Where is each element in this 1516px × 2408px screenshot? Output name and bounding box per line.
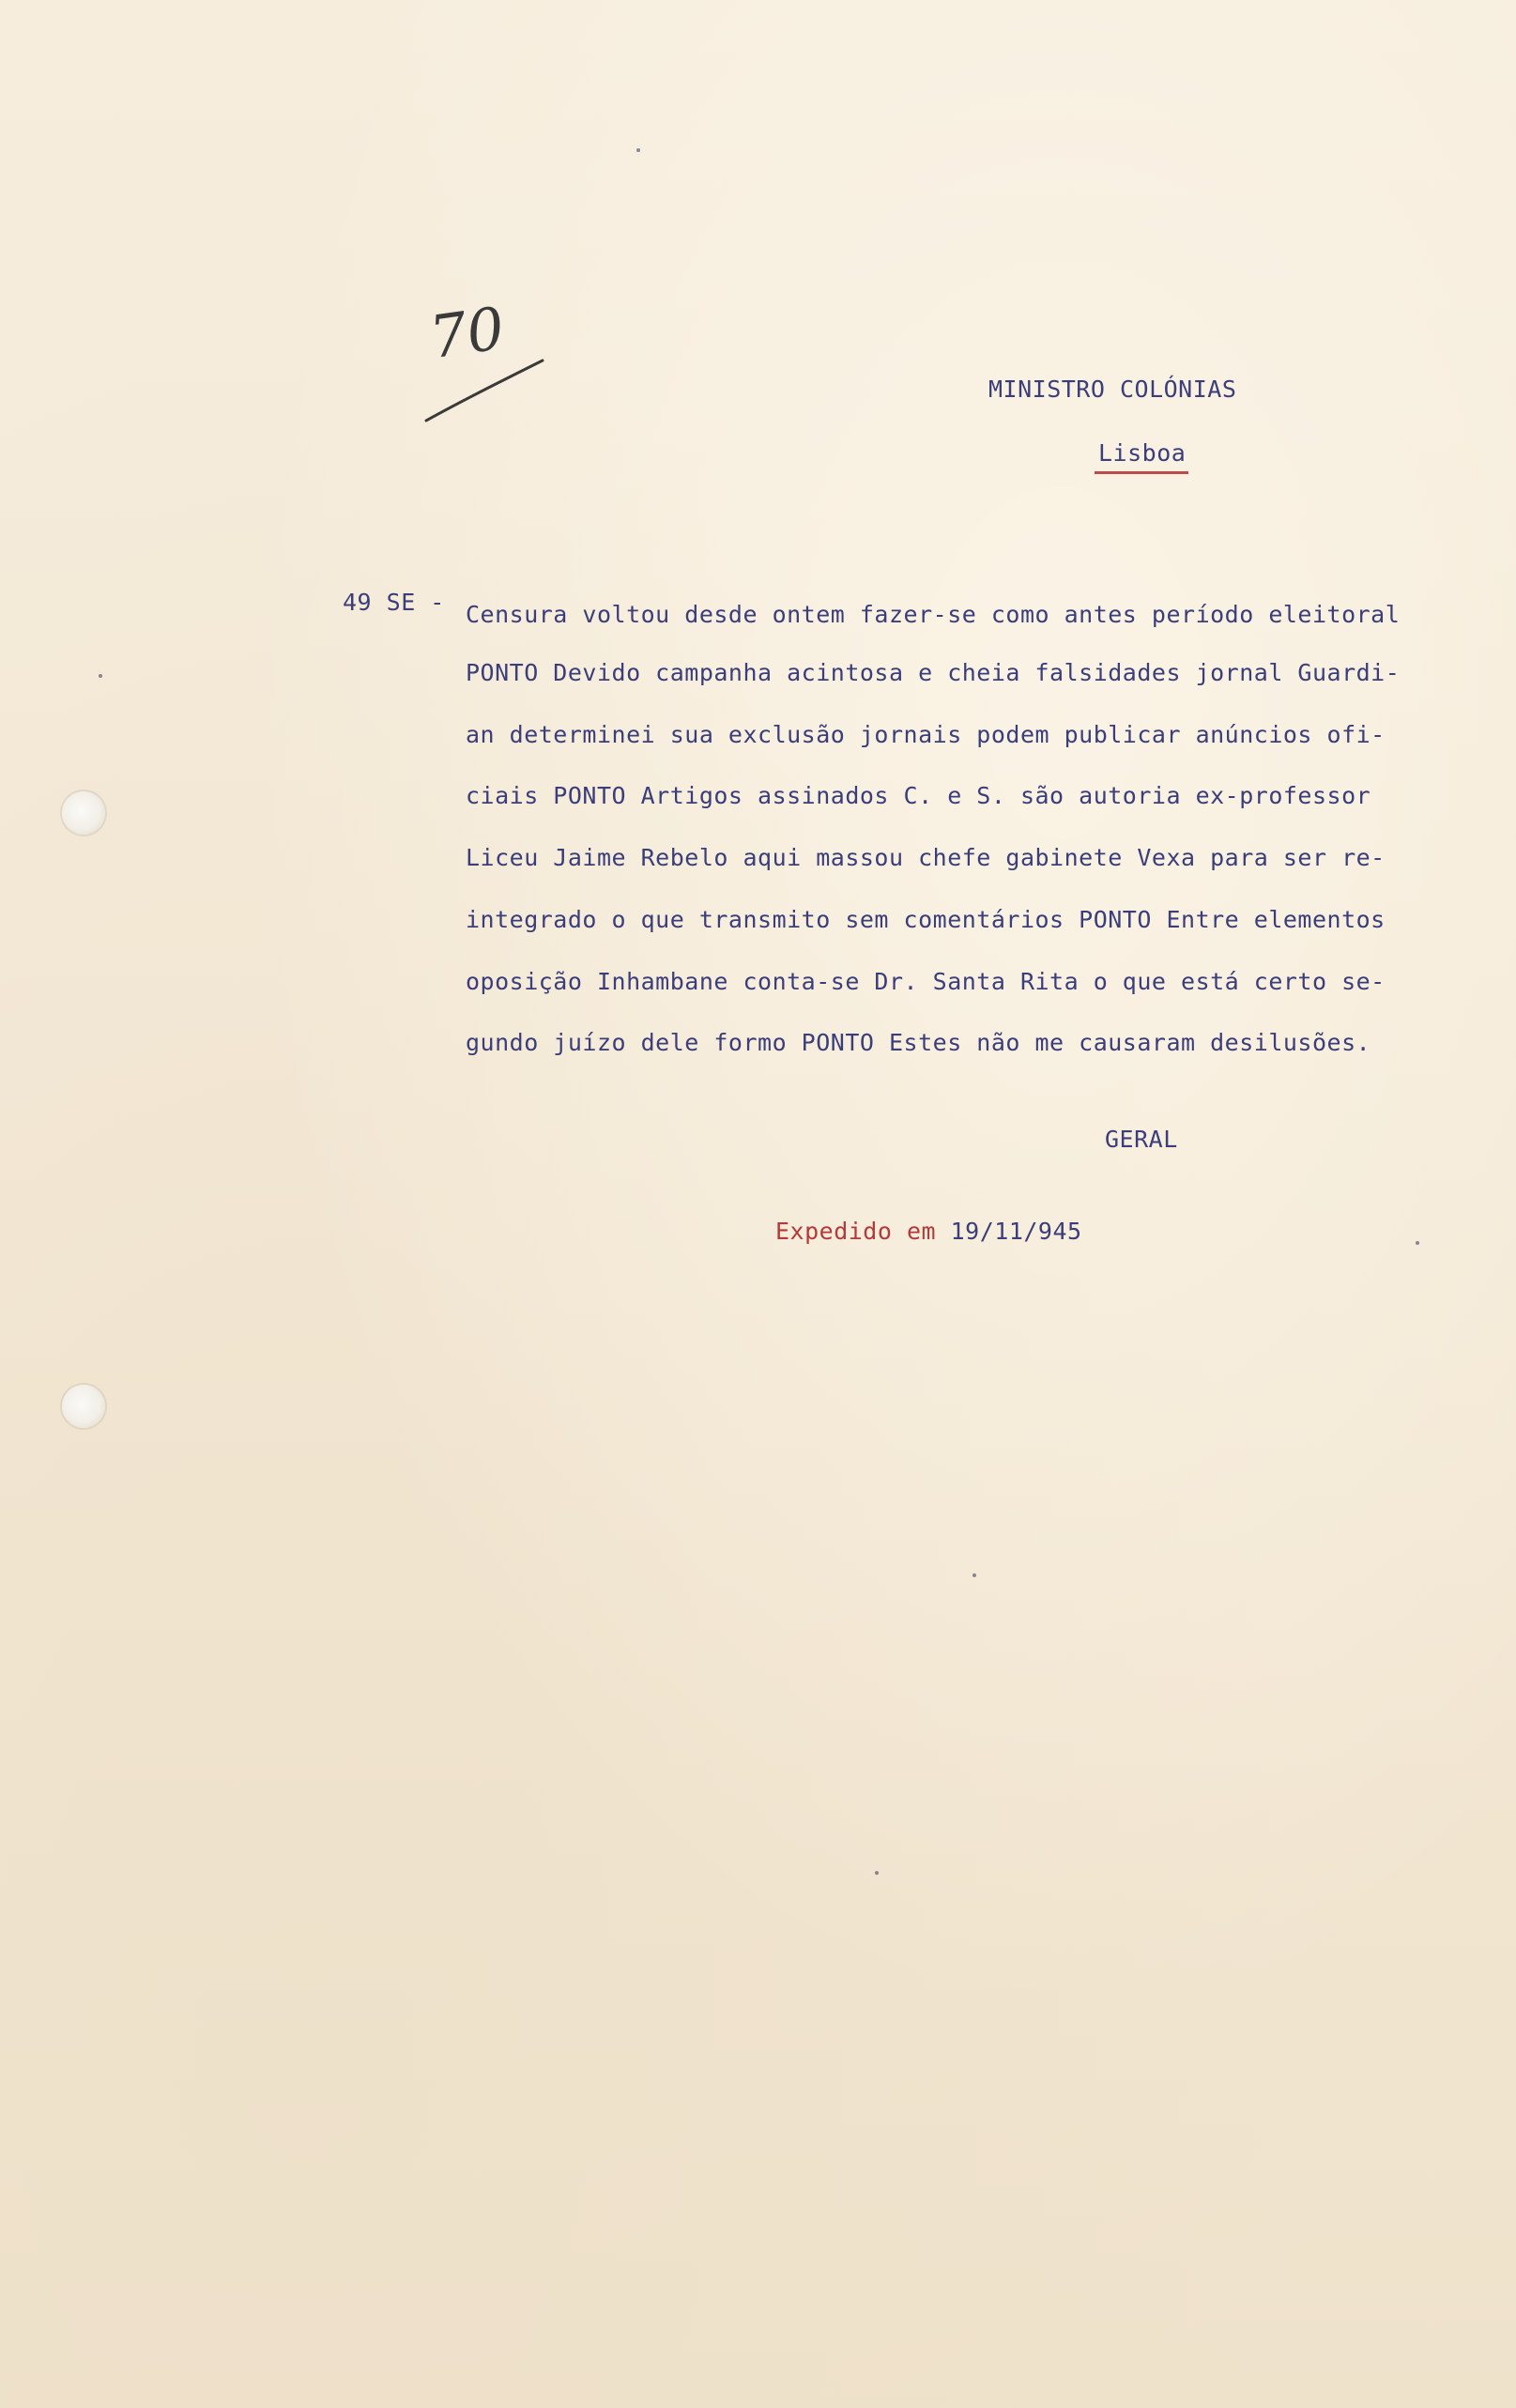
message-line: Censura voltou desde ontem fazer-se como antes período eleitoral <box>466 601 1401 628</box>
paper-speck <box>875 1871 879 1875</box>
folio-number-text: 70 <box>425 293 509 373</box>
paper-speck <box>972 1573 976 1577</box>
message-line: Liceu Jaime Rebelo aqui massou chefe gabinete Vexa para ser re- <box>466 844 1386 871</box>
punch-hole <box>62 1385 105 1428</box>
signature: GERAL <box>1105 1126 1178 1153</box>
paper-speck <box>1416 1241 1419 1245</box>
dispatch-note <box>775 1218 1082 1245</box>
message-reference: 49 SE - <box>343 589 460 616</box>
message-line: gundo juízo dele formo PONTO Estes não me causaram desilusões. <box>466 1029 1371 1056</box>
paper-speck <box>99 674 102 678</box>
paper-speck <box>636 148 640 152</box>
message-line: PONTO Devido campanha acintosa e cheia falsidades jornal Guardi- <box>466 659 1401 686</box>
recipient-city-text: Lisboa <box>1098 439 1187 467</box>
dispatch-date: 19/11/945 <box>950 1218 1082 1245</box>
city-underline <box>1095 471 1188 474</box>
message-line: integrado o que transmito sem comentários PONTO Entre elementos <box>466 906 1386 933</box>
recipient-city <box>1098 439 1186 467</box>
punch-hole <box>62 791 105 835</box>
folio-number <box>422 293 563 430</box>
dispatch-label: Expedido em <box>775 1218 951 1245</box>
message-line: ciais PONTO Artigos assinados C. e S. são autoria ex-professor <box>466 782 1371 809</box>
message-line: oposição Inhambane conta-se Dr. Santa Rita o que está certo se- <box>466 968 1386 995</box>
recipient-title: MINISTRO COLÓNIAS <box>988 376 1237 403</box>
folio-slash-mark <box>422 299 563 430</box>
message-line: an determinei sua exclusão jornais podem publicar anúncios ofi- <box>466 721 1386 748</box>
